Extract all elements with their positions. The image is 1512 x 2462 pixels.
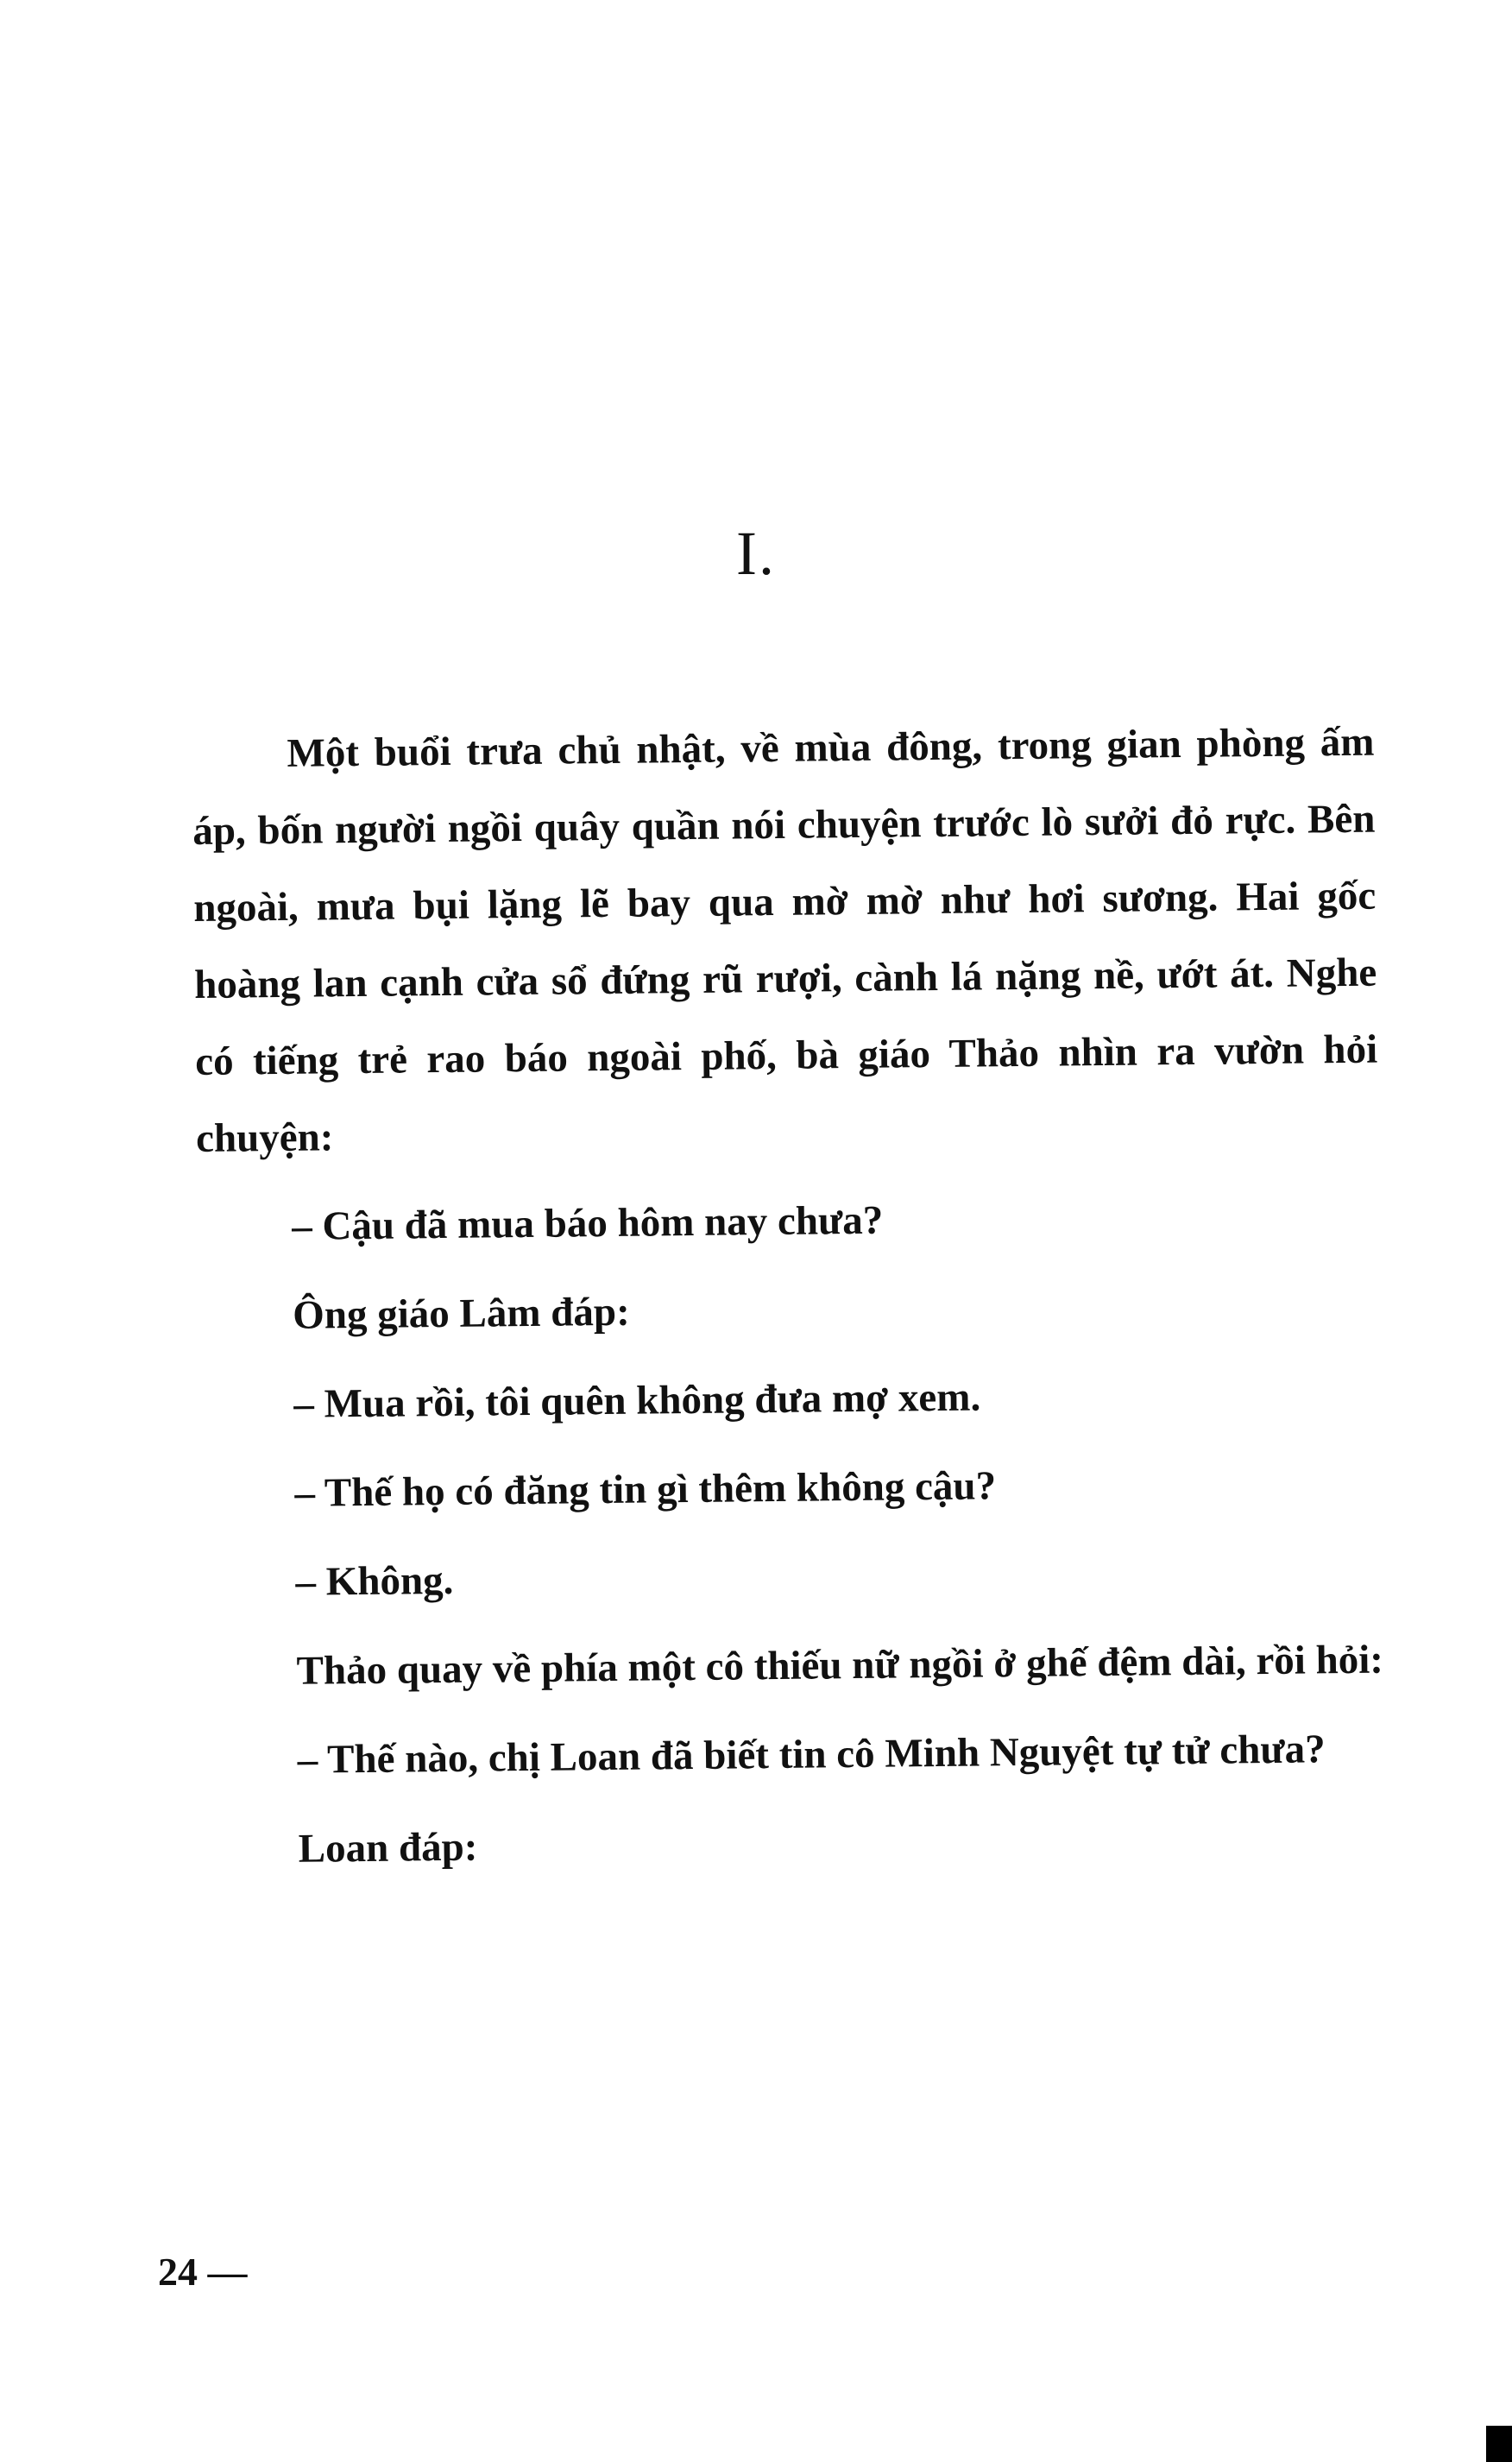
page-number: 24 — — [158, 2250, 248, 2294]
paragraph: – Thế họ có đăng tin gì thêm không cậu? — [294, 1463, 997, 1516]
scan-edge-mark — [1486, 2426, 1512, 2462]
paragraph: Ông giáo Lâm đáp: — [292, 1289, 630, 1338]
paragraph: – Mua rồi, tôi quên không đưa mợ xem. — [293, 1374, 981, 1427]
chapter-heading: I. — [736, 519, 776, 588]
paragraph: Thảo quay về phía một cô thiếu nữ ngồi ở ghế đệm dài, rồi hỏi: — [296, 1637, 1384, 1694]
paragraph: Một buổi trưa chủ nhật, về mùa đông, trong gian phòng ấm áp, bốn người ngồi quây quần nói chuyện trước lò sưởi đỏ rực. Bên ngoài, mưa bụi lặng lẽ bay qua mờ mờ như hơi sương. Hai gốc hoàng lan cạnh cửa sổ đứng rũ rượi, cành lá nặng nề, ướt át. Nghe có tiếng trẻ rao báo ngoài phố, bà giáo Thảo nhìn ra vườn hỏi chuyện: — [192, 719, 1378, 1161]
paragraph: – Không. — [295, 1557, 454, 1605]
paragraph: Loan đáp: — [298, 1824, 478, 1872]
paragraph: – Cậu đã mua báo hôm nay chưa? — [291, 1197, 884, 1249]
body-text — [192, 704, 1386, 1901]
paragraph: – Thế nào, chị Loan đã biết tin cô Minh Nguyệt tự tử chưa? — [297, 1727, 1326, 1783]
